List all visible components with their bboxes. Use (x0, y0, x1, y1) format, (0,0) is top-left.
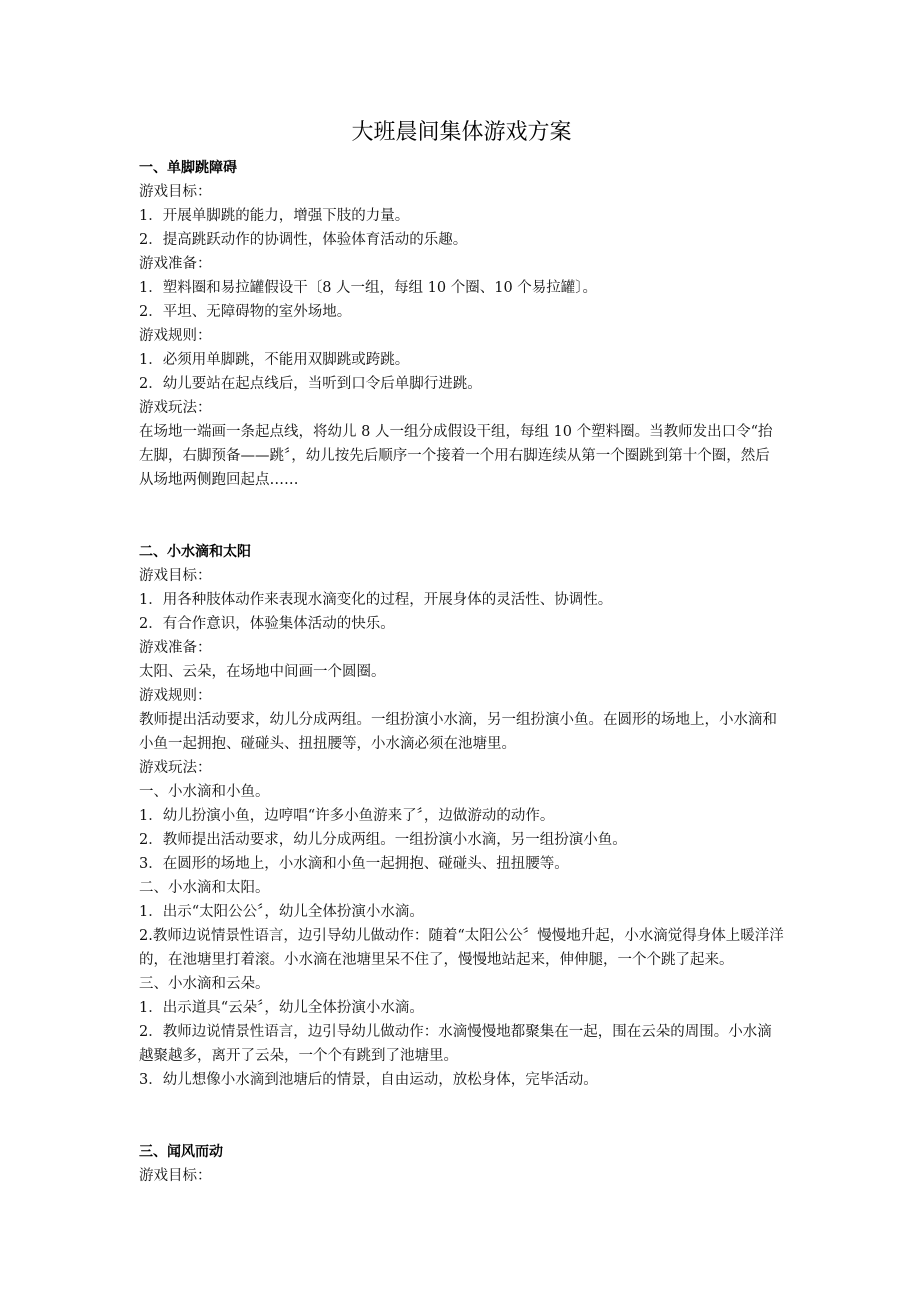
section-heading: 二、小水滴和太阳 (139, 544, 251, 560)
paragraph-line: 2．教师提出活动要求，幼儿分成两组。一组扮演小水滴，另一组扮演小鱼。 (139, 832, 627, 848)
document-body (139, 156, 784, 1188)
paragraph-line: 三、小水滴和云朵。 (139, 976, 270, 992)
paragraph-line: 游戏玩法： (139, 760, 212, 776)
section (139, 156, 784, 492)
paragraph-line: 教师提出活动要求，幼儿分成两组。一组扮演小水滴，另一组扮演小鱼。在圆形的场地上，小水滴和小鱼一起拥抱、碰碰头、扭扭腰等，小水滴必须在池塘里。 (139, 712, 777, 752)
section (139, 1140, 784, 1188)
paragraph-line: 游戏目标： (139, 568, 212, 584)
section (139, 540, 784, 1092)
paragraph-line: 2．有合作意识，体验集体活动的快乐。 (139, 616, 395, 632)
paragraph-line: 2．幼儿要站在起点线后，当听到口令后单脚行进跳。 (139, 376, 482, 392)
paragraph-line: 1．塑料圈和易拉罐假设干〔8 人一组，每组 10 个圈、10 个易拉罐〕。 (139, 280, 598, 296)
paragraph-line: 游戏目标： (139, 1168, 212, 1184)
document-page (139, 118, 784, 1188)
section-spacer (139, 492, 784, 540)
section-spacer (139, 1092, 784, 1140)
paragraph-line: 游戏准备： (139, 256, 212, 272)
paragraph-line: 2．教师边说情景性语言，边引导幼儿做动作：水滴慢慢地都聚集在一起，围在云朵的周围。小水滴越聚越多，离开了云朵，一个个有跳到了池塘里。 (139, 1024, 772, 1064)
paragraph-line: 1．幼儿扮演小鱼，边哼唱“许多小鱼游来了〞，边做游动的动作。 (139, 808, 555, 824)
paragraph-line: 游戏规则： (139, 328, 212, 344)
paragraph-line: 1．出示道具“云朵〞，幼儿全体扮演小水滴。 (139, 1000, 424, 1016)
paragraph-line: 在场地一端画一条起点线，将幼儿 8 人一组分成假设干组，每组 10 个塑料圈。当教师发出口令“抬左脚，右脚预备——跳〞，幼儿按先后顺序一个接着一个用右脚连续从第一个圈跳到第十个圈，然后从场地两侧跑回起点…… (139, 424, 773, 488)
paragraph-line: 3．在圆形的场地上，小水滴和小鱼一起拥抱、碰碰头、扭扭腰等。 (139, 856, 569, 872)
paragraph-line: 二、小水滴和太阳。 (139, 880, 270, 896)
paragraph-line: 游戏规则： (139, 688, 212, 704)
paragraph-line: 1．出示“太阳公公〞，幼儿全体扮演小水滴。 (139, 904, 424, 920)
paragraph-line: 2.教师边说情景性语言，边引导幼儿做动作：随着“太阳公公〞慢慢地升起，小水滴觉得身体上暖洋洋的，在池塘里打着滚。小水滴在池塘里呆不住了，慢慢地站起来，伸伸腿，一个个跳了起来。 (139, 928, 784, 968)
paragraph-line: 游戏玩法： (139, 400, 212, 416)
section-heading: 一、单脚跳障碍 (139, 160, 237, 176)
paragraph-line: 2．提高跳跃动作的协调性，体验体育活动的乐趣。 (139, 232, 468, 248)
document-title: 大班晨间集体游戏方案 (351, 120, 572, 145)
section-heading: 三、闻风而动 (139, 1144, 223, 1160)
paragraph-line: 游戏目标： (139, 184, 212, 200)
paragraph-line: 游戏准备： (139, 640, 212, 656)
paragraph-line: 2．平坦、无障碍物的室外场地。 (139, 304, 352, 320)
paragraph-line: 1．用各种肢体动作来表现水滴变化的过程，开展身体的灵活性、协调性。 (139, 592, 613, 608)
paragraph-line: 太阳、云朵，在场地中间画一个圆圈。 (139, 664, 386, 680)
paragraph-line: 1．开展单脚跳的能力，增强下肢的力量。 (139, 208, 410, 224)
paragraph-line: 一、小水滴和小鱼。 (139, 784, 270, 800)
paragraph-line: 3．幼儿想像小水滴到池塘后的情景，自由运动，放松身体，完毕活动。 (139, 1072, 598, 1088)
paragraph-line: 1．必须用单脚跳，不能用双脚跳或跨跳。 (139, 352, 410, 368)
